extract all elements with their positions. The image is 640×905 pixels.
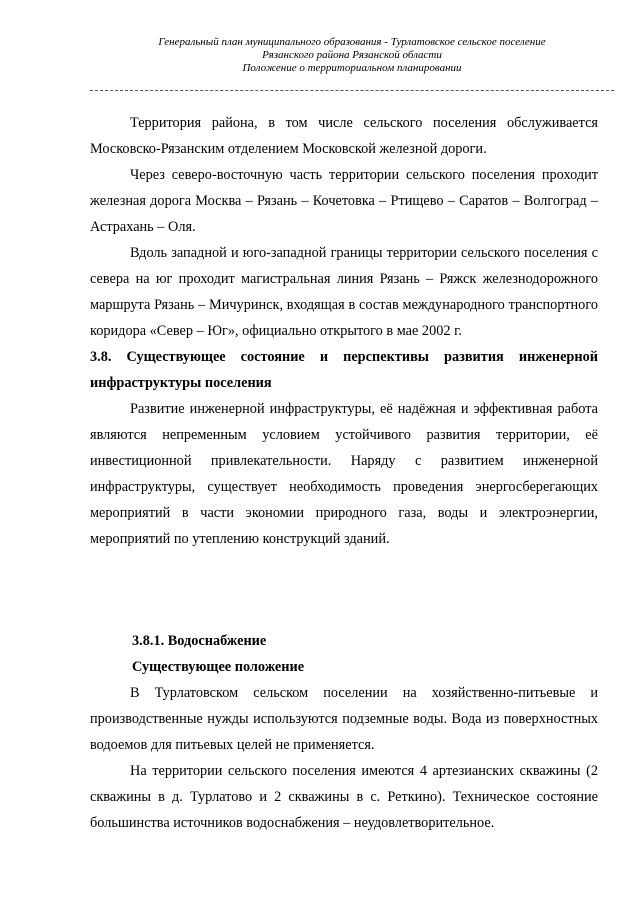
header-line-1: Генеральный план муниципального образования - Турлатовское сельское поселение [158,36,546,48]
section-heading-3-8: 3.8. Существующее состояние и перспективы развития инженерной инфраструктуры поселения [90,349,598,391]
running-header [90,36,614,75]
header-line-2: Рязанского района Рязанской области [262,49,442,61]
spacer [90,552,598,626]
header-line-3: Положение о территориальном планировании [242,62,462,74]
paragraph-main-line: Вдоль западной и юго-западной границы территории сельского поселения с севера на юг проходит магистральная линия Рязань – Ряжск железнодорожного маршрута Рязань – Мичуринск, входящая в состав международного транспортного коридора «Север – Юг», официально открытого в мае 2002 г. [90,245,598,339]
header-divider [90,90,614,91]
section-heading-3-8-1: 3.8.1. Водоснабжение [132,633,267,649]
paragraph-groundwater: В Турлатовском сельском поселении на хозяйственно-питьевые и производственные нужды используются подземные воды. Вода из поверхностных водоемов для питьевых целей не применяется. [90,685,598,753]
document-body [90,110,598,836]
subheading-current-state: Существующее положение [132,659,305,675]
paragraph-infrastructure: Развитие инженерной инфраструктуры, её надёжная и эффективная работа являются непременным условием устойчивого развития территории, её инвестиционной привлекательности. Наряду с развитием инженерной инфраструктуры, существует необходимость проведения энергосберегающих мероприятий в части экономии природного газа, воды и электроэнергии, мероприятий по утеплению конструкций зданий. [90,401,598,547]
paragraph-railway-division: Территория района, в том числе сельского поселения обслуживается Московско-Рязанским отделением Московской железной дороги. [90,115,598,157]
paragraph-wells: На территории сельского поселения имеются 4 артезианских скважины (2 скважины в д. Турлатово и 2 скважины в с. Реткино). Техническое состояние большинства источников водоснабжения – неудовлетворительное. [90,763,598,831]
paragraph-railway-route: Через северо-восточную часть территории сельского поселения проходит железная дорога Москва – Рязань – Кочетовка – Ртищево – Саратов – Волгоград – Астрахань – Оля. [90,167,598,235]
